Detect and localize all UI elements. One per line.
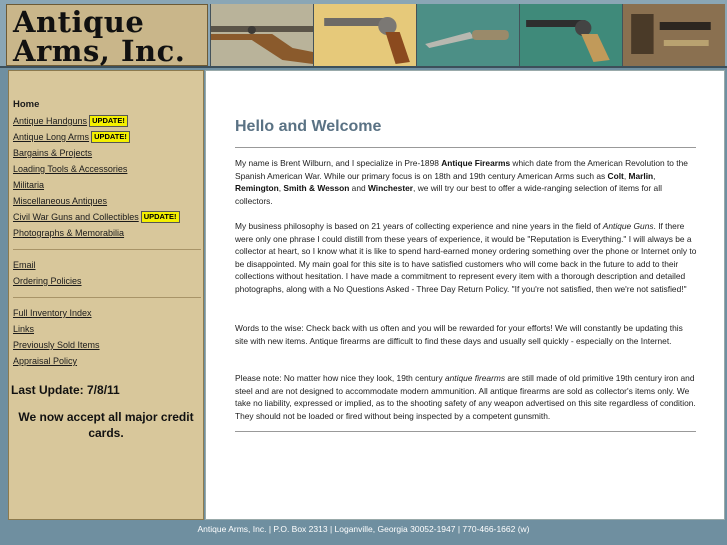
title-rule — [235, 147, 696, 148]
update-badge: UPDATE! — [91, 131, 130, 143]
text: are still made of old primitive 19th century iron and steel and are not designed to accommodate modern ammunition. All antique firearms are sold as collector's items only. We take no liability, expressed or implied, as to the shooting safety of any weapon advertised on this site regardless of condition. They should not be loaded or fired without being inspected by a competent gunsmith. — [235, 373, 696, 421]
footer-contact: Antique Arms, Inc. | P.O. Box 2313 | Loganville, Georgia 30052-1947 | 770-466-1662 (w) — [0, 521, 727, 545]
header-photo-musket — [210, 4, 313, 66]
page-title: Hello and Welcome — [235, 118, 382, 135]
nav-full-inventory-index[interactable]: Full Inventory Index — [13, 308, 92, 318]
philosophy-paragraph — [235, 220, 697, 295]
nav-links[interactable]: Links — [13, 324, 35, 334]
update-badge: UPDATE! — [141, 211, 180, 223]
text: , — [653, 170, 656, 181]
text: My business philosophy is based on 21 years of collecting experience and nine years in the field of — [235, 221, 603, 231]
bold-text: Marlin — [628, 170, 654, 181]
nav-label: Civil War Guns and Collectibles — [13, 212, 139, 222]
header-photo-strip — [210, 4, 725, 66]
main-content — [205, 70, 725, 520]
nav-bargains-projects[interactable]: Bargains & Projects — [13, 148, 93, 158]
text: , — [623, 170, 629, 181]
nav-photographs-memorabilia[interactable]: Photographs & Memorabilia — [13, 228, 125, 238]
content-bottom-rule — [235, 431, 696, 432]
nav-label: Antique Handguns — [13, 116, 88, 126]
nav-appraisal-policy[interactable]: Appraisal Policy — [13, 356, 78, 366]
bold-text: Smith & Wesson — [283, 183, 350, 193]
text: , — [278, 183, 284, 193]
sidebar — [8, 70, 204, 520]
sidebar-divider — [13, 297, 201, 298]
nav-previously-sold-items[interactable]: Previously Sold Items — [13, 340, 100, 350]
header-photo-revolver — [313, 4, 416, 66]
nav-miscellaneous-antiques[interactable]: Miscellaneous Antiques — [13, 196, 108, 206]
nav-home[interactable]: Home — [13, 99, 40, 110]
text: which date from the American Revolution to the Spanish American War. While our primary focus is on 18th and 19th century American Arms such as — [235, 158, 688, 181]
nav-ordering-policies[interactable]: Ordering Policies — [13, 276, 82, 286]
bold-text: Colt — [607, 170, 624, 181]
bold-text: Winchester — [367, 183, 414, 193]
italic-text: Antique Guns — [602, 221, 654, 231]
text: My name is Brent Wilburn, and I specialize in Pre-1898 — [235, 158, 442, 168]
nav-militaria[interactable]: Militaria — [13, 180, 45, 190]
bold-text: Antique Firearms — [441, 158, 511, 168]
header-photo-tools — [622, 4, 725, 66]
header-photo-knife — [416, 4, 519, 66]
safety-note-paragraph — [235, 372, 697, 422]
site-logo[interactable] — [6, 4, 208, 66]
text: , we will try our best to offer a wide-ranging selection of items for all collectors. — [235, 183, 662, 206]
text: . If there were only one phrase I could distill from these years of experience, it would be "Reputation is Everything." I will always be a collector at heart, so I know what it is like to spend hard-earned money ordering something over the phone or Internet only to be disappointed. My main goal for this site is to have satisfied customers who will come back in the future to add to their collections without hesitation. I have made a commitment to represent every item with a thorough description and detailed photographs, along with a No Questions Asked - Three Day Return Policy. "If you're not satisfied, then we're not satisfied!" — [235, 221, 697, 294]
nav-civil-war[interactable] — [13, 209, 203, 225]
nav-email[interactable]: Email — [13, 260, 36, 270]
logo-line-2: Arms, Inc. — [13, 34, 186, 68]
intro-paragraph — [235, 157, 697, 207]
contact-nav — [13, 257, 203, 289]
sidebar-divider — [13, 249, 201, 250]
secondary-nav — [13, 305, 203, 369]
last-update: Last Update: 7/8/11 — [11, 383, 120, 397]
nav-label: Antique Long Arms — [13, 132, 90, 142]
update-badge: UPDATE! — [89, 115, 128, 127]
header-photo-pistol — [519, 4, 622, 66]
italic-text: antique firearms — [444, 373, 506, 383]
nav-antique-handguns[interactable] — [13, 113, 203, 129]
bold-text: Remington — [235, 183, 279, 193]
text: Please note: No matter how nice they look, 19th century — [235, 373, 445, 383]
primary-nav — [13, 97, 203, 241]
nav-antique-long-arms[interactable] — [13, 129, 203, 145]
logo-line-1: Antique — [13, 5, 145, 39]
words-to-the-wise-paragraph: Words to the wise: Check back with us often and you will be rewarded for your efforts! We will constantly be updating this site with new items. Antique firearms are difficult to find these days and usually sell quickly - especially on the Internet. — [235, 323, 683, 346]
credit-card-notice: We now accept all major credit cards. — [18, 410, 194, 440]
text: and — [349, 183, 368, 193]
header — [0, 0, 727, 68]
nav-loading-tools[interactable]: Loading Tools & Accessories — [13, 164, 128, 174]
